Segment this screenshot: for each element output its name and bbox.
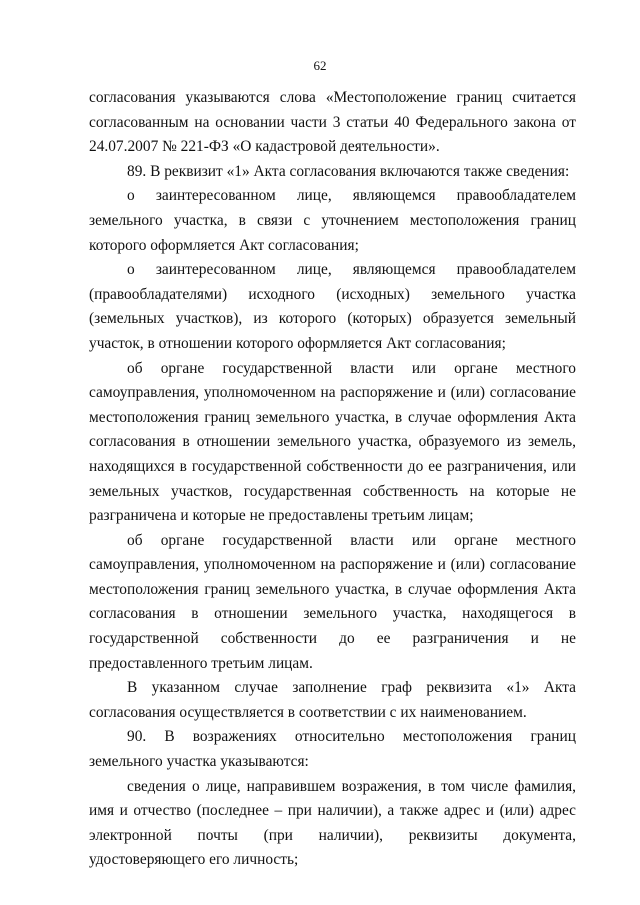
paragraph-authority-state-owned: об органе государственной власти или органе местного самоуправления, уполномоченном на распоряжение и (или) согласование местоположения границ земельного участка, в случае оформления Акта согласования в отношении земельного участка, находящегося в государственной собственности до ее разграничения и не предоставленного третьим лицам.	[89, 531, 576, 672]
page-number: 62	[313, 58, 327, 73]
paragraph-objector-info: сведения о лице, направившем возражения, в том числе фамилия, имя и отчество (последнее – при наличии), а также адрес и (или) адрес электронной почты (при наличии), реквизиты документа, удостоверяющего его личность;	[89, 777, 576, 869]
paragraph-filling-note: В указанном случае заполнение граф реквизита «1» Акта согласования осуществляется в соответствии с их наименованием.	[89, 679, 576, 721]
paragraph-interested-person-source: о заинтересованном лице, являющемся правообладателем (правообладателями) исходного (исходных) земельного участка (земельных участков), из которого (которых) образуется земельный участок, в отношении которого оформляется Акт согласования;	[89, 261, 576, 352]
document-body	[89, 86, 576, 873]
paragraph-item-89: 89. В реквизит «1» Акта согласования включаются также сведения:	[127, 162, 570, 180]
paragraph-item-90: 90. В возражениях относительно местоположения границ земельного участка указываются:	[89, 728, 576, 771]
paragraph-authority-undelimited: об органе государственной власти или органе местного самоуправления, уполномоченном на распоряжение и (или) согласование местоположения границ земельного участка, в случае оформления Акта согласования в отношении земельного участка, образуемого из земель, находящихся в государственной собственности до ее разграничения, или земельных участков, государственная собственность на которые не разграничена и которые не предоставлены третьим лицам;	[89, 359, 576, 525]
paragraph-continuation: согласования указываются слова «Местоположение границ считается согласованным на основании части 3 статьи 40 Федерального закона от 24.07.2007 № 221-ФЗ «О кадастровой деятельности».	[89, 89, 576, 156]
paragraph-interested-person: о заинтересованном лице, являющемся правообладателем земельного участка, в связи с уточнением местоположения границ которого оформляется Акт согласования;	[89, 187, 576, 254]
